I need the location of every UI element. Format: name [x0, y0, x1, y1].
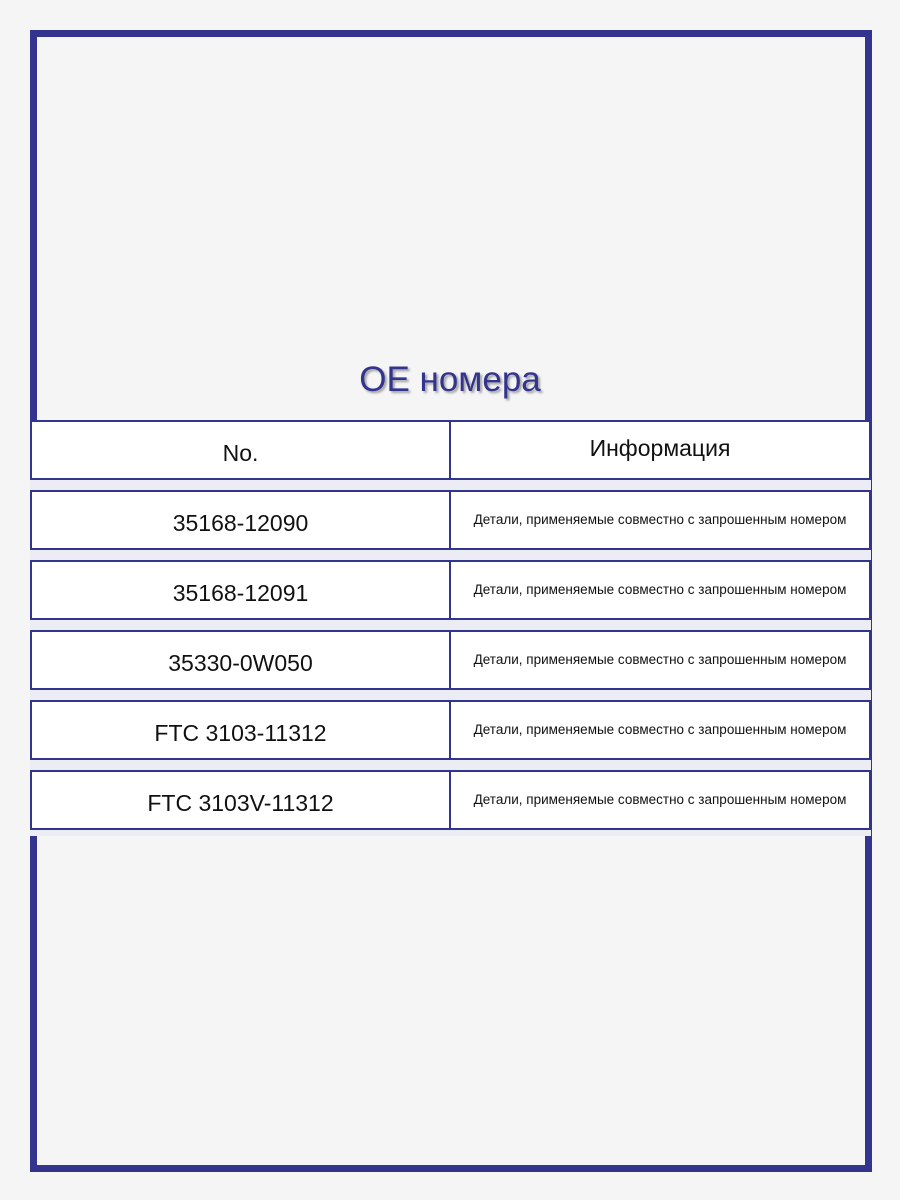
oe-info: Детали, применяемые совместно с запрошенным номером: [451, 770, 871, 830]
table-row: [30, 560, 871, 620]
row-separator: [30, 830, 871, 836]
header-info: Информация: [451, 420, 871, 480]
row-separator: [30, 480, 871, 490]
oe-number: FTC 3103-11312: [30, 700, 451, 760]
table-row: [30, 700, 871, 760]
table-row: [30, 630, 871, 690]
oe-number: FTC 3103V-11312: [30, 770, 451, 830]
table-header-row: [30, 420, 871, 480]
row-separator: [30, 620, 871, 630]
table-row: [30, 770, 871, 830]
oe-info: Детали, применяемые совместно с запрошенным номером: [451, 560, 871, 620]
row-separator: [30, 690, 871, 700]
row-separator: [30, 550, 871, 560]
oe-info: Детали, применяемые совместно с запрошенным номером: [451, 700, 871, 760]
row-separator: [30, 760, 871, 770]
oe-number: 35330-0W050: [30, 630, 451, 690]
page-title: OE номера: [359, 360, 541, 399]
oe-info: Детали, применяемые совместно с запрошенным номером: [451, 630, 871, 690]
oe-info: Детали, применяемые совместно с запрошенным номером: [451, 490, 871, 550]
table-row: [30, 490, 871, 550]
oe-number: 35168-12090: [30, 490, 451, 550]
header-no: No.: [30, 420, 451, 480]
oe-number: 35168-12091: [30, 560, 451, 620]
